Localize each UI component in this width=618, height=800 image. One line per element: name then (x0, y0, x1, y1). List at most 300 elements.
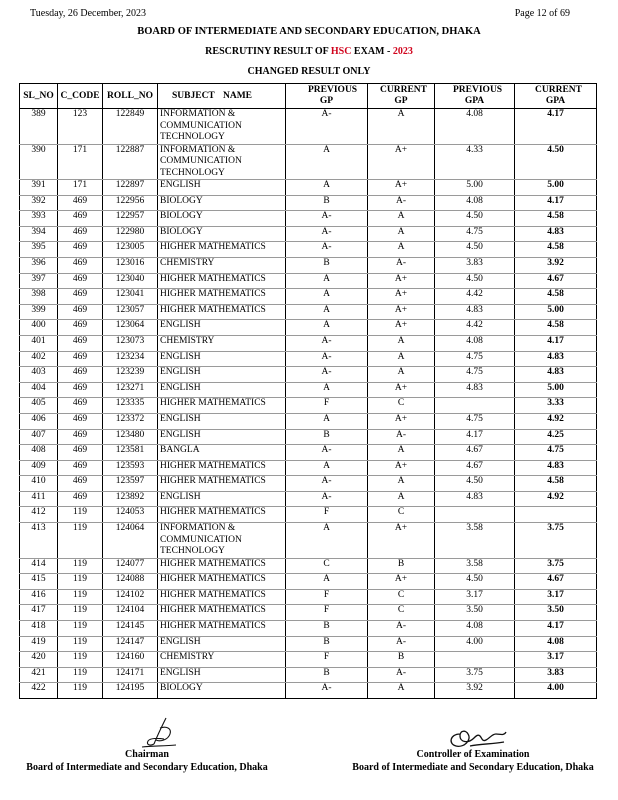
cell-cur-gpa: 4.58 (515, 289, 597, 305)
cell-roll: 123234 (103, 351, 158, 367)
cell-prev-gpa: 4.75 (435, 351, 515, 367)
cell-sl: 422 (20, 683, 58, 699)
cell-roll: 124145 (103, 620, 158, 636)
cell-prev-gp: A- (286, 335, 368, 351)
cell-cur-gpa: 4.58 (515, 320, 597, 336)
table-row (20, 211, 597, 227)
table-row (20, 335, 597, 351)
cell-subject: ENGLISH (158, 367, 286, 383)
col-header-subject: SUBJECT NAME (158, 84, 286, 109)
cell-sl: 416 (20, 589, 58, 605)
cell-roll: 124160 (103, 652, 158, 668)
cell-cur-gp: A (368, 445, 435, 461)
cell-subject: BIOLOGY (158, 211, 286, 227)
cell-subject: ENGLISH (158, 180, 286, 196)
table-row (20, 667, 597, 683)
cell-cur-gp: B (368, 652, 435, 668)
cell-roll: 123041 (103, 289, 158, 305)
cell-subject: ENGLISH (158, 351, 286, 367)
cell-prev-gpa: 4.67 (435, 460, 515, 476)
cell-subject: ENGLISH (158, 413, 286, 429)
cell-code: 119 (58, 507, 103, 523)
cell-prev-gpa: 4.33 (435, 144, 515, 180)
table-row (20, 398, 597, 414)
table-row (20, 523, 597, 559)
cell-cur-gp: A+ (368, 523, 435, 559)
cell-sl: 392 (20, 195, 58, 211)
col-header-prev-gpa: PREVIOUS GPA (435, 84, 515, 109)
cell-subject: HIGHER MATHEMATICS (158, 460, 286, 476)
cell-prev-gp: A (286, 320, 368, 336)
cell-cur-gp: A- (368, 620, 435, 636)
cell-subject: ENGLISH (158, 667, 286, 683)
cell-prev-gpa: 3.17 (435, 589, 515, 605)
page-subtitle: CHANGED RESULT ONLY (247, 66, 371, 77)
cell-prev-gpa: 4.08 (435, 195, 515, 211)
cell-code: 119 (58, 636, 103, 652)
cell-prev-gpa: 3.58 (435, 558, 515, 574)
cell-roll: 122956 (103, 195, 158, 211)
cell-prev-gp: A- (286, 367, 368, 383)
cell-prev-gp: B (286, 620, 368, 636)
cell-cur-gpa: 4.92 (515, 413, 597, 429)
cell-subject: CHEMISTRY (158, 335, 286, 351)
page-number: Page 12 of 69 (514, 8, 570, 19)
cell-subject: INFORMATION & COMMUNICATION TECHNOLOGY (158, 144, 286, 180)
cell-sl: 421 (20, 667, 58, 683)
print-date: Tuesday, 26 December, 2023 (30, 8, 147, 19)
cell-prev-gp: A (286, 180, 368, 196)
table-row (20, 652, 597, 668)
cell-roll: 123593 (103, 460, 158, 476)
cell-subject: INFORMATION & COMMUNICATION TECHNOLOGY (158, 523, 286, 559)
table-row (20, 589, 597, 605)
cell-cur-gpa (515, 507, 597, 523)
cell-cur-gpa: 4.58 (515, 242, 597, 258)
cell-prev-gp: A- (286, 476, 368, 492)
cell-sl: 402 (20, 351, 58, 367)
cell-cur-gp: A+ (368, 304, 435, 320)
table-header-row (20, 84, 597, 109)
cell-sl: 404 (20, 382, 58, 398)
cell-cur-gp: A (368, 351, 435, 367)
cell-prev-gpa: 4.08 (435, 335, 515, 351)
cell-roll: 122849 (103, 109, 158, 145)
cell-cur-gpa: 3.75 (515, 558, 597, 574)
cell-sl: 393 (20, 211, 58, 227)
cell-code: 469 (58, 273, 103, 289)
cell-sl: 395 (20, 242, 58, 258)
cell-prev-gpa: 3.83 (435, 257, 515, 273)
cell-cur-gp: A (368, 491, 435, 507)
cell-prev-gpa: 4.75 (435, 226, 515, 242)
cell-prev-gp: A- (286, 351, 368, 367)
cell-cur-gp: B (368, 558, 435, 574)
cell-prev-gpa: 5.00 (435, 180, 515, 196)
table-row (20, 351, 597, 367)
table-row (20, 257, 597, 273)
cell-code: 469 (58, 242, 103, 258)
cell-subject: HIGHER MATHEMATICS (158, 242, 286, 258)
cell-prev-gpa: 4.75 (435, 413, 515, 429)
cell-prev-gp: B (286, 667, 368, 683)
cell-code: 469 (58, 195, 103, 211)
cell-subject: HIGHER MATHEMATICS (158, 589, 286, 605)
cell-roll: 124147 (103, 636, 158, 652)
cell-cur-gp: A+ (368, 144, 435, 180)
cell-prev-gpa: 4.42 (435, 289, 515, 305)
cell-sl: 401 (20, 335, 58, 351)
cell-cur-gpa: 3.75 (515, 523, 597, 559)
cell-cur-gp: A (368, 367, 435, 383)
controller-signature-block (336, 748, 610, 774)
cell-cur-gpa: 3.17 (515, 589, 597, 605)
cell-prev-gpa: 4.50 (435, 574, 515, 590)
col-header-code: C_CODE (58, 84, 103, 109)
cell-code: 469 (58, 445, 103, 461)
table-row (20, 367, 597, 383)
cell-subject: HIGHER MATHEMATICS (158, 558, 286, 574)
cell-roll: 124053 (103, 507, 158, 523)
cell-cur-gpa: 5.00 (515, 304, 597, 320)
cell-roll: 124171 (103, 667, 158, 683)
table-row (20, 413, 597, 429)
cell-sl: 389 (20, 109, 58, 145)
table-row (20, 476, 597, 492)
cell-cur-gpa: 4.00 (515, 683, 597, 699)
cell-prev-gpa: 4.50 (435, 476, 515, 492)
cell-sl: 391 (20, 180, 58, 196)
cell-cur-gp: A (368, 683, 435, 699)
table-row (20, 491, 597, 507)
cell-cur-gpa: 3.17 (515, 652, 597, 668)
cell-sl: 408 (20, 445, 58, 461)
cell-roll: 123581 (103, 445, 158, 461)
result-title-mid: EXAM - (351, 46, 393, 57)
cell-prev-gp: A- (286, 445, 368, 461)
cell-cur-gp: A (368, 109, 435, 145)
col-header-cur-gp: CURRENT GP (368, 84, 435, 109)
cell-code: 469 (58, 413, 103, 429)
table-row (20, 289, 597, 305)
cell-code: 469 (58, 491, 103, 507)
cell-sl: 413 (20, 523, 58, 559)
cell-roll: 123040 (103, 273, 158, 289)
cell-cur-gp: A+ (368, 320, 435, 336)
cell-code: 171 (58, 180, 103, 196)
cell-code: 469 (58, 304, 103, 320)
cell-prev-gpa: 4.83 (435, 382, 515, 398)
cell-cur-gpa: 4.58 (515, 211, 597, 227)
cell-sl: 390 (20, 144, 58, 180)
cell-prev-gp: C (286, 558, 368, 574)
cell-sl: 399 (20, 304, 58, 320)
cell-sl: 418 (20, 620, 58, 636)
cell-prev-gpa: 4.42 (435, 320, 515, 336)
cell-roll: 123597 (103, 476, 158, 492)
cell-sl: 411 (20, 491, 58, 507)
cell-code: 119 (58, 574, 103, 590)
cell-cur-gpa: 4.75 (515, 445, 597, 461)
cell-prev-gpa (435, 398, 515, 414)
cell-cur-gpa: 4.08 (515, 636, 597, 652)
cell-sl: 415 (20, 574, 58, 590)
table-body (20, 109, 597, 699)
cell-code: 119 (58, 523, 103, 559)
cell-cur-gpa: 3.33 (515, 398, 597, 414)
cell-prev-gp: F (286, 605, 368, 621)
cell-prev-gp: A (286, 460, 368, 476)
cell-subject: CHEMISTRY (158, 652, 286, 668)
cell-code: 119 (58, 667, 103, 683)
cell-roll: 123057 (103, 304, 158, 320)
cell-prev-gp: F (286, 589, 368, 605)
cell-prev-gpa: 4.50 (435, 273, 515, 289)
cell-code: 469 (58, 211, 103, 227)
table-row (20, 226, 597, 242)
table-row (20, 144, 597, 180)
cell-prev-gp: A (286, 144, 368, 180)
cell-subject: HIGHER MATHEMATICS (158, 605, 286, 621)
chairman-signature-block (18, 748, 276, 774)
cell-sl: 407 (20, 429, 58, 445)
cell-code: 469 (58, 335, 103, 351)
controller-title: Controller of Examination (416, 749, 530, 760)
cell-cur-gp: C (368, 589, 435, 605)
cell-cur-gp: A (368, 211, 435, 227)
controller-signature (446, 722, 508, 750)
cell-cur-gp: C (368, 605, 435, 621)
cell-prev-gpa (435, 507, 515, 523)
cell-cur-gpa: 4.67 (515, 574, 597, 590)
table-row (20, 507, 597, 523)
cell-cur-gpa: 5.00 (515, 180, 597, 196)
cell-prev-gp: A- (286, 683, 368, 699)
cell-cur-gpa: 5.00 (515, 382, 597, 398)
cell-cur-gpa: 4.58 (515, 476, 597, 492)
cell-prev-gpa: 4.83 (435, 491, 515, 507)
cell-roll: 123480 (103, 429, 158, 445)
table-row (20, 574, 597, 590)
cell-cur-gpa: 4.83 (515, 460, 597, 476)
cell-cur-gpa: 4.25 (515, 429, 597, 445)
cell-sl: 397 (20, 273, 58, 289)
cell-roll: 123271 (103, 382, 158, 398)
cell-sl: 400 (20, 320, 58, 336)
cell-prev-gpa: 4.00 (435, 636, 515, 652)
table-row (20, 109, 597, 145)
cell-roll: 123335 (103, 398, 158, 414)
table-row (20, 620, 597, 636)
cell-code: 119 (58, 605, 103, 621)
cell-cur-gpa: 3.83 (515, 667, 597, 683)
cell-subject: BIOLOGY (158, 195, 286, 211)
cell-prev-gp: A- (286, 242, 368, 258)
cell-cur-gp: A- (368, 257, 435, 273)
cell-prev-gpa: 4.17 (435, 429, 515, 445)
cell-code: 469 (58, 320, 103, 336)
table-row (20, 605, 597, 621)
cell-cur-gpa: 3.92 (515, 257, 597, 273)
table-row (20, 382, 597, 398)
cell-cur-gp: A- (368, 429, 435, 445)
cell-sl: 410 (20, 476, 58, 492)
cell-cur-gp: A- (368, 667, 435, 683)
results-table (19, 83, 597, 699)
cell-prev-gpa: 4.83 (435, 304, 515, 320)
cell-subject: HIGHER MATHEMATICS (158, 304, 286, 320)
cell-cur-gp: A+ (368, 574, 435, 590)
cell-prev-gpa: 4.08 (435, 109, 515, 145)
cell-prev-gpa: 4.50 (435, 211, 515, 227)
cell-cur-gpa: 4.83 (515, 351, 597, 367)
col-header-sl: SL_NO (20, 84, 58, 109)
cell-cur-gpa: 4.17 (515, 335, 597, 351)
cell-subject: ENGLISH (158, 382, 286, 398)
cell-code: 469 (58, 398, 103, 414)
cell-subject: INFORMATION & COMMUNICATION TECHNOLOGY (158, 109, 286, 145)
cell-sl: 412 (20, 507, 58, 523)
cell-prev-gp: F (286, 398, 368, 414)
table-row (20, 445, 597, 461)
cell-cur-gp: A+ (368, 382, 435, 398)
cell-roll: 124102 (103, 589, 158, 605)
cell-subject: HIGHER MATHEMATICS (158, 273, 286, 289)
cell-sl: 405 (20, 398, 58, 414)
cell-subject: ENGLISH (158, 491, 286, 507)
cell-cur-gp: A (368, 476, 435, 492)
cell-prev-gp: A (286, 382, 368, 398)
cell-code: 469 (58, 226, 103, 242)
cell-subject: HIGHER MATHEMATICS (158, 289, 286, 305)
result-title-prefix: RESCRUTINY RESULT OF (205, 46, 331, 57)
cell-code: 469 (58, 289, 103, 305)
cell-prev-gp: A (286, 413, 368, 429)
cell-roll: 123892 (103, 491, 158, 507)
cell-roll: 124064 (103, 523, 158, 559)
cell-roll: 124077 (103, 558, 158, 574)
cell-code: 119 (58, 620, 103, 636)
cell-code: 119 (58, 683, 103, 699)
col-header-roll: ROLL_NO (103, 84, 158, 109)
cell-sl: 394 (20, 226, 58, 242)
cell-cur-gpa: 4.17 (515, 109, 597, 145)
cell-prev-gp: A (286, 304, 368, 320)
cell-cur-gpa: 4.83 (515, 226, 597, 242)
cell-cur-gp: A+ (368, 273, 435, 289)
cell-prev-gpa: 3.75 (435, 667, 515, 683)
cell-prev-gp: B (286, 195, 368, 211)
table-row (20, 242, 597, 258)
cell-sl: 414 (20, 558, 58, 574)
cell-subject: HIGHER MATHEMATICS (158, 398, 286, 414)
cell-subject: HIGHER MATHEMATICS (158, 574, 286, 590)
cell-code: 171 (58, 144, 103, 180)
cell-code: 469 (58, 382, 103, 398)
cell-code: 119 (58, 558, 103, 574)
cell-sl: 403 (20, 367, 58, 383)
table-row (20, 304, 597, 320)
table-row (20, 460, 597, 476)
table-row (20, 636, 597, 652)
cell-sl: 409 (20, 460, 58, 476)
cell-sl: 398 (20, 289, 58, 305)
cell-prev-gp: A (286, 574, 368, 590)
cell-code: 469 (58, 476, 103, 492)
cell-cur-gp: A+ (368, 460, 435, 476)
cell-sl: 419 (20, 636, 58, 652)
cell-cur-gpa: 4.17 (515, 620, 597, 636)
cell-cur-gpa: 4.67 (515, 273, 597, 289)
cell-prev-gpa: 3.50 (435, 605, 515, 621)
cell-cur-gp: A+ (368, 413, 435, 429)
cell-roll: 122887 (103, 144, 158, 180)
cell-code: 119 (58, 589, 103, 605)
cell-code: 469 (58, 351, 103, 367)
result-title (0, 46, 618, 57)
cell-prev-gp: A (286, 273, 368, 289)
cell-prev-gpa: 4.50 (435, 242, 515, 258)
cell-cur-gpa: 4.83 (515, 367, 597, 383)
chairman-title: Chairman (125, 749, 169, 760)
cell-roll: 124104 (103, 605, 158, 621)
cell-prev-gpa: 3.92 (435, 683, 515, 699)
cell-prev-gp: B (286, 429, 368, 445)
cell-prev-gpa: 4.08 (435, 620, 515, 636)
cell-subject: BIOLOGY (158, 683, 286, 699)
cell-subject: BANGLA (158, 445, 286, 461)
cell-cur-gpa: 4.50 (515, 144, 597, 180)
cell-subject: ENGLISH (158, 429, 286, 445)
board-title: BOARD OF INTERMEDIATE AND SECONDARY EDUCATION, DHAKA (137, 26, 481, 37)
cell-cur-gp: A+ (368, 289, 435, 305)
cell-prev-gp: A- (286, 211, 368, 227)
cell-code: 123 (58, 109, 103, 145)
cell-cur-gpa: 3.50 (515, 605, 597, 621)
cell-roll: 124195 (103, 683, 158, 699)
cell-cur-gpa: 4.17 (515, 195, 597, 211)
table-row (20, 429, 597, 445)
cell-roll: 123064 (103, 320, 158, 336)
cell-sl: 396 (20, 257, 58, 273)
cell-cur-gp: A- (368, 636, 435, 652)
cell-prev-gp: A- (286, 226, 368, 242)
cell-subject: HIGHER MATHEMATICS (158, 620, 286, 636)
table-row (20, 558, 597, 574)
cell-subject: ENGLISH (158, 636, 286, 652)
cell-sl: 417 (20, 605, 58, 621)
chairman-org: Board of Intermediate and Secondary Education, Dhaka (26, 762, 268, 773)
cell-sl: 406 (20, 413, 58, 429)
table-row (20, 180, 597, 196)
table-row (20, 273, 597, 289)
cell-prev-gp: A- (286, 491, 368, 507)
cell-code: 469 (58, 460, 103, 476)
cell-subject: ENGLISH (158, 320, 286, 336)
cell-roll: 123239 (103, 367, 158, 383)
cell-roll: 124088 (103, 574, 158, 590)
cell-prev-gp: B (286, 636, 368, 652)
cell-code: 469 (58, 367, 103, 383)
col-header-cur-gpa: CURRENT GPA (515, 84, 597, 109)
cell-subject: BIOLOGY (158, 226, 286, 242)
cell-code: 469 (58, 429, 103, 445)
cell-cur-gp: A (368, 335, 435, 351)
cell-subject: HIGHER MATHEMATICS (158, 507, 286, 523)
table-row (20, 195, 597, 211)
table-row (20, 683, 597, 699)
table-row (20, 320, 597, 336)
